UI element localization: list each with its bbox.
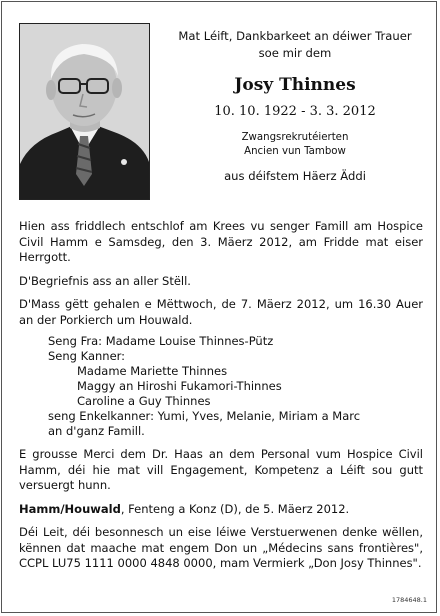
paragraph-passing: Hien ass friddlech entschlof am Krees vu senger Famill am Hospice Civil Hamm e Samsdeg, den 3. Mäerz 2012, am Fridde mat eiser Herrgott. xyxy=(19,219,423,264)
family-child-3: Caroline a Guy Thinnes xyxy=(77,394,211,408)
place-date-rest: , Fenteng a Konz (D), de 5. Mäerz 2012. xyxy=(120,501,350,516)
family-rest: an d'ganz Famill. xyxy=(48,424,145,438)
paragraph-mass: D'Mass gëtt gehalen e Mëttwoch, de 7. Mäerz 2012, um 16.30 Auer an der Porkierch um Houwald. xyxy=(19,297,423,327)
deceased-name: Josy Thinnes xyxy=(234,75,356,95)
family-child-2: Maggy an Hiroshi Fukamori-Thinnes xyxy=(77,379,282,393)
intro-line-1: Mat Léift, Dankbarkeet an déiwer Trauer xyxy=(178,29,412,43)
paragraph-donation: Déi Leit, déi besonnesch un eise léiwe Verstuerwenen denke wëllen, kënnen dat maache mat engem Don un „Médecins sans frontières", CCPL LU75 1111 0000 4848 0000, mam Vermierk „Don Josy Thinnes". xyxy=(19,525,423,570)
paragraph-thanks: E grousse Merci dem Dr. Haas an dem Personal vum Hospice Civil Hamm, déi hie mat vill Engagement, Kompetenz a Léift sou gutt versuergt hunn. xyxy=(19,447,423,492)
place-name: Hamm/Houwald xyxy=(19,501,121,516)
family-wife: Seng Fra: Madame Louise Thinnes-Pütz xyxy=(48,334,274,348)
family-list xyxy=(48,334,423,439)
paragraph-burial: D'Begriefnis ass an aller Stëll. xyxy=(19,273,191,288)
family-grandchildren: seng Enkelkanner: Yumi, Yves, Melanie, Miriam a Marc xyxy=(48,409,361,423)
portrait-photo xyxy=(19,23,150,200)
note-line-1: Zwangsrekrutéierten xyxy=(241,132,349,143)
obituary-body xyxy=(19,219,423,572)
ad-reference: 1784648.1 xyxy=(391,596,427,604)
header-block xyxy=(163,28,427,184)
note-line-2: Ancien vun Tambow xyxy=(244,146,346,157)
family-children-label: Seng Kanner: xyxy=(48,349,126,363)
farewell-line: aus déifstem Häerz Äddi xyxy=(224,169,366,183)
family-child-1: Madame Mariette Thinnes xyxy=(77,364,228,378)
intro-line-2: soe mir dem xyxy=(258,46,332,60)
life-dates: 10. 10. 1922 - 3. 3. 2012 xyxy=(214,104,376,119)
portrait-illustration xyxy=(20,24,149,199)
place-date-line xyxy=(19,502,423,518)
